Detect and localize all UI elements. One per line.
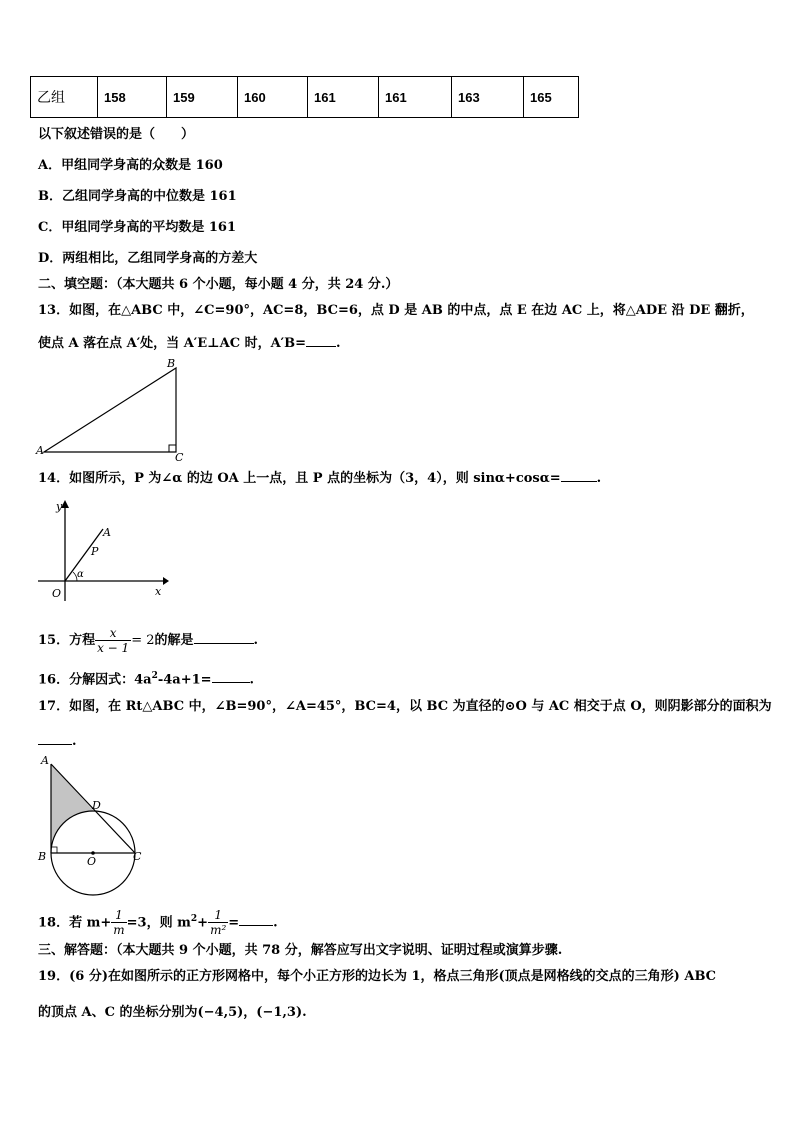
answer-blank: [239, 913, 273, 926]
q17-line1: 17．如图，在 Rt△ABC 中，∠B=90°，∠A=45°，BC=4，以 BC 为直径的⊙O 与 AC 相交于点 O，则阴影部分的面积为: [38, 699, 772, 714]
q12-option-d: D．两组相比，乙组同学身高的方差大: [38, 251, 258, 266]
fraction-denominator: m²: [210, 923, 227, 938]
height-table: [30, 76, 579, 118]
q17-period: .: [72, 734, 77, 749]
q14-text: [38, 469, 601, 488]
q16-text: [38, 667, 254, 689]
label-alpha: α: [77, 569, 84, 580]
q15-text: [38, 626, 258, 655]
q18-text: [38, 904, 278, 938]
table-row: [31, 77, 579, 118]
q12-option-b: B．乙组同学身高的中位数是 161: [38, 189, 237, 204]
fraction-numerator: 1: [208, 908, 228, 923]
section-2-heading: 二、填空题：（本大题共 6 个小题，每小题 4 分，共 24 分.）: [38, 277, 399, 292]
table-cell: 161: [308, 77, 379, 118]
table-cell: 158: [98, 77, 167, 118]
q13-text: 使点 A 落在点 A′处，当 A′E⊥AC 时，A′B=: [38, 336, 306, 351]
q15-period: .: [253, 633, 259, 648]
q16-period: .: [249, 672, 255, 688]
q17-line2: [38, 732, 77, 751]
label-p: P: [91, 545, 99, 558]
label-d: D: [92, 799, 101, 812]
q15-suffix: 的解是: [154, 633, 194, 648]
fraction-denominator: m: [113, 923, 125, 938]
q16-prefix: 16．分解因式：4a: [38, 672, 152, 688]
label-a: A: [103, 526, 111, 539]
q13-period: .: [335, 336, 341, 351]
q18-fraction-1: [111, 908, 126, 937]
label-a: A: [36, 444, 44, 457]
table-cell: 165: [524, 77, 579, 118]
answer-blank: [561, 469, 597, 482]
label-b: B: [167, 357, 176, 370]
label-a: A: [41, 754, 49, 767]
section-3-heading: 三、解答题：（本大题共 9 个小题，共 78 分，解答应写出文字说明、证明过程或演算步骤.: [38, 943, 563, 958]
answer-blank: [38, 732, 72, 745]
table-cell: 163: [452, 77, 524, 118]
q13-triangle-figure: [30, 355, 190, 463]
label-c: C: [133, 850, 142, 863]
q19-line2: 的顶点 A、C 的坐标分别为(−4,5)，(−1,3).: [38, 1005, 307, 1020]
q15-prefix: 15．方程: [38, 633, 96, 648]
q18-fraction-2: [208, 908, 228, 937]
table-cell: 159: [167, 77, 238, 118]
q12-stem: 以下叙述错误的是（ ）: [38, 127, 195, 142]
answer-blank: [212, 670, 250, 683]
q16-exponent: 2: [151, 671, 158, 681]
q15-equals: = 2: [131, 633, 155, 648]
table-cell: 160: [238, 77, 308, 118]
fraction-numerator: 1: [111, 908, 126, 923]
q18-middle: =3，则 m: [126, 915, 191, 931]
label-x: x: [155, 585, 162, 598]
x-axis-arrow-icon: [163, 577, 169, 585]
row-label: 乙组: [31, 77, 98, 118]
q19-line1: 19．(6 分)在如图所示的正方形网格中，每个小正方形的边长为 1，格点三角形(顶点是网格线的交点的三角形) ABC: [38, 969, 717, 984]
q13-line1: 13．如图，在△ABC 中，∠C=90°，AC=8，BC=6，点 D 是 AB 的中点，点 E 在边 AC 上，将△ADE 沿 DE 翻折，: [38, 303, 754, 318]
label-y: y: [56, 500, 63, 513]
q18-plus: +: [197, 915, 209, 931]
label-b: B: [38, 850, 47, 863]
q18-exponent: 2: [190, 914, 198, 924]
q16-rest: -4a+1=: [157, 672, 212, 688]
q12-option-c: C．甲组同学身高的平均数是 161: [38, 220, 237, 235]
q14-angle-figure: [35, 496, 170, 606]
q13-line2: [38, 334, 341, 353]
q18-equals: =: [228, 915, 240, 931]
triangle-abc: [44, 368, 176, 452]
q18-prefix: 18．若 m+: [38, 915, 112, 931]
answer-blank: [306, 334, 336, 347]
q14-period: .: [596, 471, 602, 486]
q15-fraction: [95, 626, 131, 655]
label-o: O: [87, 855, 97, 868]
label-c: C: [175, 451, 184, 463]
fraction-denominator: x − 1: [97, 641, 130, 655]
answer-blank: [194, 631, 254, 644]
table-cell: 161: [379, 77, 452, 118]
q12-option-a: A．甲组同学身高的众数是 160: [38, 158, 223, 173]
q18-period: .: [273, 915, 278, 931]
label-o: O: [52, 587, 62, 600]
q14-question: 14．如图所示，P 为∠α 的边 OA 上一点，且 P 点的坐标为（3，4），则 sinα+cosα=: [38, 471, 561, 486]
fraction-numerator: x: [95, 626, 131, 641]
q17-circle-figure: [36, 752, 148, 897]
